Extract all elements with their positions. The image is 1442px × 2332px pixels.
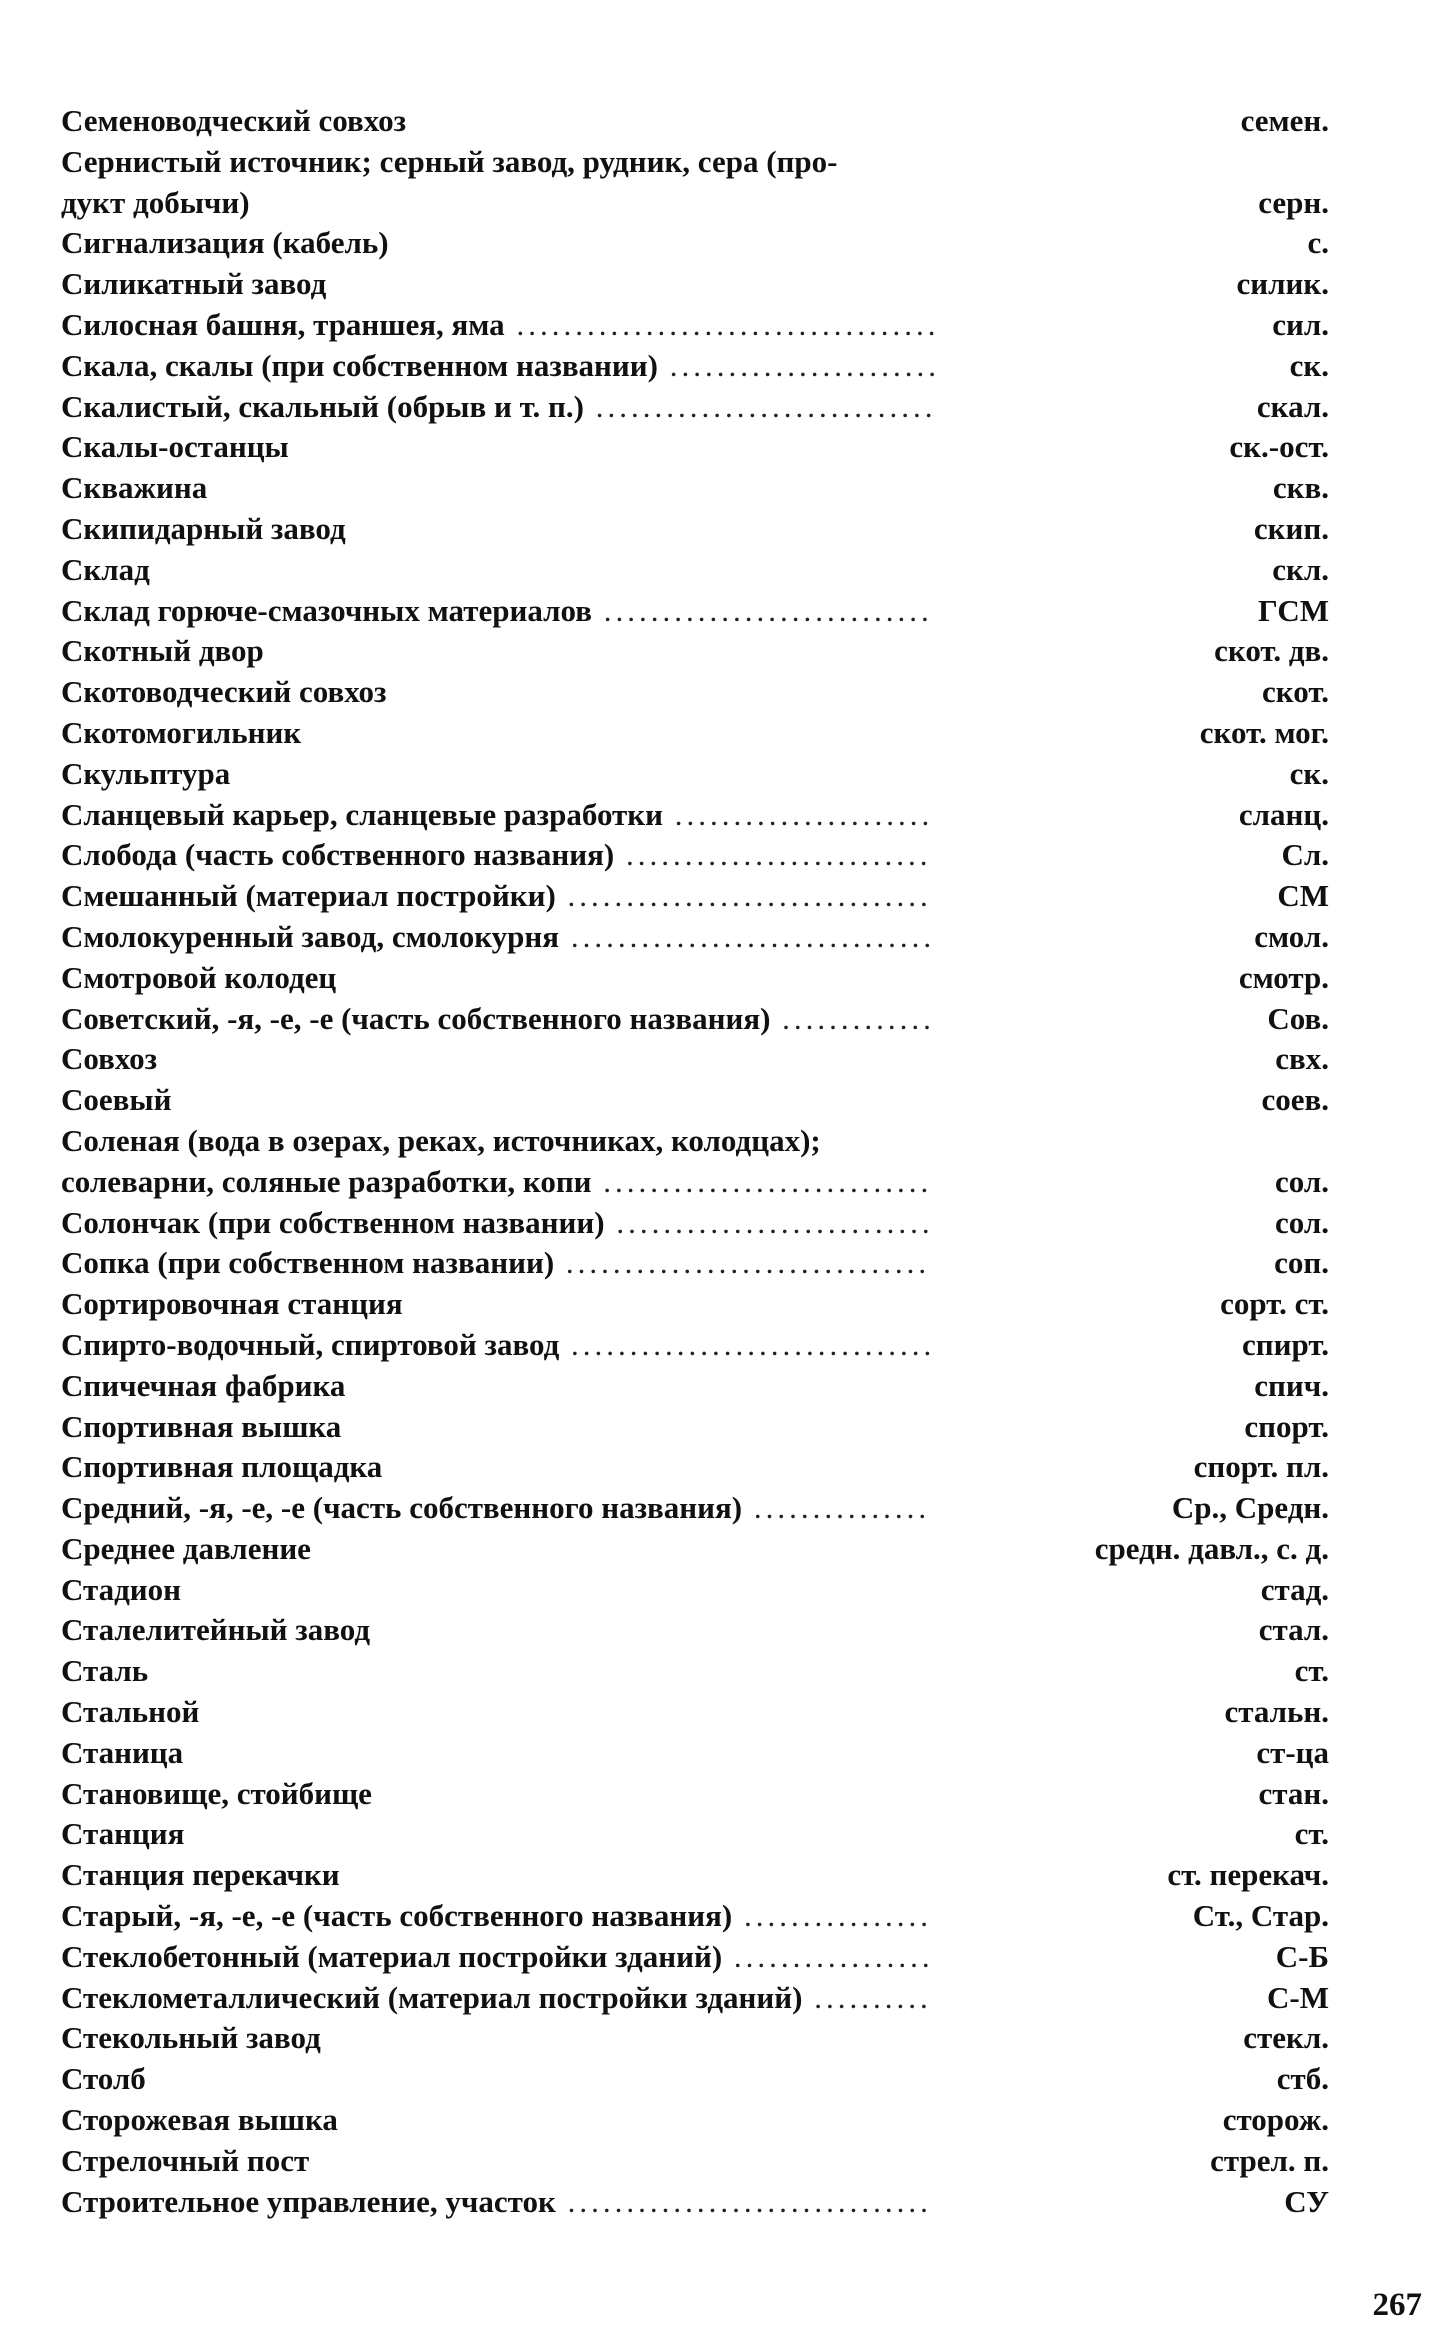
dot-leader: ............................... (554, 1245, 931, 1281)
entry-term-line (61, 550, 941, 591)
entry-term-line (61, 1162, 941, 1203)
entry-term-line (61, 346, 941, 387)
entry-abbreviation: СМ (1277, 878, 1329, 914)
entry-term-text: Спичечная фабрика (61, 1367, 346, 1403)
entry-term-text: Стеклобетонный (материал постройки зданий) (61, 1938, 723, 1974)
abbreviation-list (61, 101, 1329, 2222)
entry-term-line (61, 468, 941, 509)
entry-abbreviation: сланц. (1238, 796, 1329, 832)
list-item (61, 917, 1329, 958)
list-item (61, 713, 1329, 754)
list-item (61, 1733, 1329, 1774)
entry-abbreviation: ск. (1289, 347, 1329, 383)
entry-term-text: Скипидарный завод (61, 510, 346, 546)
entry-term-line (61, 1529, 941, 1570)
entry-abbreviation: стекл. (1243, 2020, 1329, 2056)
entry-term-line (61, 1774, 941, 1815)
entry-term-text: Сталелитейный завод (61, 1612, 371, 1648)
entry-term-line (61, 1610, 941, 1651)
entry-term-line (61, 631, 941, 672)
entry-term (61, 1407, 941, 1448)
entry-term (61, 754, 941, 795)
dot-leader: ................ (732, 1898, 932, 1934)
entry-abbreviation: С-Б (1275, 1938, 1329, 1974)
entry-term (61, 387, 941, 428)
entry-term (61, 509, 941, 550)
entry-term-line (61, 958, 941, 999)
entry-abbreviation: стрел. п. (1210, 2142, 1329, 2178)
entry-term (61, 1896, 941, 1937)
entry-term-text: Семеноводческий совхоз (61, 103, 407, 138)
entry-abbreviation: скл. (1272, 551, 1329, 587)
entry-abbreviation: ск.-ост. (1229, 429, 1329, 465)
list-item (61, 958, 1329, 999)
list-item (61, 1325, 1329, 1366)
entry-abbreviation: ст-ца (1256, 1734, 1329, 1770)
entry-term-line (61, 2182, 941, 2223)
entry-term (61, 1855, 941, 1896)
entry-term-line (61, 1121, 941, 1162)
entry-term-line (61, 1243, 941, 1284)
dot-leader: ............................... (555, 878, 932, 914)
entry-term (61, 550, 941, 591)
list-item (61, 427, 1329, 468)
entry-term (61, 1325, 941, 1366)
entry-term-line (61, 101, 941, 142)
dot-leader: ............................... (559, 918, 936, 954)
list-item (61, 2100, 1329, 2141)
list-item (61, 1855, 1329, 1896)
entry-abbreviation: соп. (1274, 1245, 1329, 1281)
entry-term-text: Склад горюче-смазочных материалов (61, 592, 592, 628)
entry-abbreviation: Сл. (1281, 837, 1329, 873)
entry-term (61, 346, 941, 387)
entry-term (61, 142, 941, 224)
entry-term-text: Спортивная вышка (61, 1408, 342, 1444)
entry-term-text: Сланцевый карьер, сланцевые разработки (61, 796, 664, 832)
entry-term-line (61, 2141, 941, 2182)
entry-term-text: Соленая (вода в озерах, реках, источниках, колодцах); (61, 1122, 821, 1158)
entry-term-line (61, 1733, 941, 1774)
entry-term-line (61, 509, 941, 550)
list-item (61, 672, 1329, 713)
list-item (61, 142, 1329, 224)
entry-abbreviation: ст. (1294, 1816, 1329, 1852)
entry-term-line (61, 1488, 941, 1529)
entry-term-text: Сталь (61, 1653, 149, 1689)
entry-term-text: Старый, -я, -е, -е (часть собственного названия) (61, 1898, 733, 1934)
entry-term-text: Сопка (при собственном названии) (61, 1245, 555, 1281)
entry-term-text: Советский, -я, -е, -е (часть собственного названия) (61, 1000, 771, 1036)
dot-leader: ............... (742, 1490, 931, 1526)
list-item (61, 509, 1329, 550)
entry-term (61, 468, 941, 509)
entry-abbreviation: спорт. (1244, 1408, 1329, 1444)
list-item (61, 1366, 1329, 1407)
entry-term-line (61, 795, 941, 836)
entry-term (61, 223, 941, 264)
entry-term-line (61, 387, 941, 428)
entry-term-text: Скотомогильник (61, 714, 302, 750)
entry-term-line (61, 1080, 941, 1121)
entry-term-text: Сторожевая вышка (61, 2102, 338, 2138)
list-item (61, 795, 1329, 836)
list-item (61, 223, 1329, 264)
list-item (61, 346, 1329, 387)
entry-abbreviation: стал. (1258, 1612, 1329, 1648)
entry-term (61, 1692, 941, 1733)
page-number: 267 (1372, 2287, 1422, 2323)
list-item (61, 1570, 1329, 1611)
list-item (61, 387, 1329, 428)
list-item (61, 2182, 1329, 2223)
entry-term (61, 917, 941, 958)
list-item (61, 754, 1329, 795)
entry-term (61, 1039, 941, 1080)
entry-term-text: Скалистый, скальный (обрыв и т. п.) (61, 388, 584, 424)
entry-term (61, 2100, 941, 2141)
entry-term-text: Стадион (61, 1571, 181, 1607)
entry-term (61, 2059, 941, 2100)
list-item (61, 1774, 1329, 1815)
entry-term (61, 795, 941, 836)
entry-term-text: Смолокуренный завод, смолокурня (61, 918, 560, 954)
dot-leader: ....................... (657, 347, 940, 383)
entry-term (61, 631, 941, 672)
entry-abbreviation: ск. (1289, 755, 1329, 791)
entry-abbreviation: спирт. (1242, 1326, 1329, 1362)
entry-abbreviation: С-М (1267, 1979, 1329, 2015)
list-item (61, 468, 1329, 509)
dot-leader: ............................... (559, 1326, 936, 1362)
dot-leader: .................................... (504, 306, 940, 342)
entry-term-line (61, 183, 941, 224)
entry-abbreviation: скот. дв. (1214, 633, 1329, 669)
list-item (61, 631, 1329, 672)
dot-leader: ............................ (591, 592, 933, 628)
entry-term-line (61, 1896, 941, 1937)
entry-term-line (61, 2018, 941, 2059)
list-item (61, 2141, 1329, 2182)
entry-term-text: Смешанный (материал постройки) (61, 878, 556, 914)
entry-abbreviation: средн. давл., с. д. (1094, 1530, 1329, 1566)
entry-term (61, 1937, 941, 1978)
entry-term-text: Станица (61, 1734, 184, 1770)
entry-term-text: солеварни, соляные разработки, копи (61, 1163, 592, 1199)
entry-abbreviation: с. (1307, 225, 1329, 261)
list-item (61, 876, 1329, 917)
list-item (61, 2059, 1329, 2100)
list-item (61, 1284, 1329, 1325)
dot-leader: ............. (770, 1000, 935, 1036)
entry-term (61, 305, 941, 346)
entry-term-text: Солончак (при собственном названии) (61, 1204, 605, 1240)
dot-leader: .......... (802, 1979, 932, 2015)
entry-term-line (61, 917, 941, 958)
entry-term-text: Спортивная площадка (61, 1449, 383, 1485)
entry-term-line (61, 754, 941, 795)
entry-abbreviation: спич. (1254, 1367, 1329, 1403)
entry-term (61, 1978, 941, 2019)
entry-term-line (61, 142, 941, 183)
entry-abbreviation: сол. (1275, 1204, 1329, 1240)
entry-term-line (61, 2100, 941, 2141)
entry-term-line (61, 999, 941, 1040)
entry-term-line (61, 223, 941, 264)
entry-term-text: Сернистый источник; серный завод, рудник, сера (про- (61, 143, 838, 179)
dot-leader: ...................... (663, 796, 934, 832)
entry-term (61, 1447, 941, 1488)
list-item (61, 1814, 1329, 1855)
dot-leader: .......................... (614, 837, 932, 873)
entry-term-text: Сигнализация (кабель) (61, 225, 389, 261)
entry-term-line (61, 713, 941, 754)
entry-term (61, 1366, 941, 1407)
list-item (61, 1121, 1329, 1203)
entry-term-text: Скважина (61, 470, 208, 506)
entry-term-text: Строительное управление, участок (61, 2183, 556, 2219)
entry-term-text: Средний, -я, -е, -е (часть собственного названия) (61, 1490, 743, 1526)
entry-term-line (61, 1366, 941, 1407)
list-item (61, 1243, 1329, 1284)
entry-term-line (61, 1407, 941, 1448)
entry-abbreviation: ст. (1294, 1653, 1329, 1689)
entry-term-line (61, 876, 941, 917)
dot-leader: ................. (722, 1938, 934, 1974)
entry-term (61, 1284, 941, 1325)
entry-term-line (61, 1937, 941, 1978)
entry-term (61, 1651, 941, 1692)
entry-term-text: Столб (61, 2061, 146, 2097)
entry-term-line (61, 1814, 941, 1855)
entry-term (61, 101, 941, 142)
entry-abbreviation: серн. (1258, 184, 1329, 220)
entry-abbreviation: стад. (1260, 1571, 1329, 1607)
entry-term-text: Склад (61, 551, 150, 587)
entry-abbreviation: скв. (1272, 470, 1329, 506)
entry-abbreviation: СУ (1284, 2183, 1329, 2219)
list-item (61, 1937, 1329, 1978)
list-item (61, 1651, 1329, 1692)
dot-leader: ............................. (583, 388, 937, 424)
entry-abbreviation: смол. (1254, 918, 1329, 954)
entry-term-text: Смотровой колодец (61, 959, 337, 995)
entry-term-line (61, 1039, 941, 1080)
entry-abbreviation: сорт. ст. (1220, 1286, 1329, 1322)
entry-term-line (61, 1203, 941, 1244)
entry-abbreviation: стб. (1276, 2061, 1329, 2097)
entry-term-text: Силикатный завод (61, 266, 327, 302)
entry-term-text: Совхоз (61, 1041, 158, 1077)
list-item (61, 1407, 1329, 1448)
entry-abbreviation: стан. (1258, 1775, 1329, 1811)
entry-term (61, 1610, 941, 1651)
entry-term (61, 2182, 941, 2223)
entry-term-line (61, 1570, 941, 1611)
list-item (61, 1692, 1329, 1733)
entry-term (61, 1733, 941, 1774)
entry-abbreviation: ГСМ (1258, 592, 1329, 628)
entry-term-text: Соевый (61, 1082, 172, 1118)
entry-term-line (61, 591, 941, 632)
entry-term (61, 2018, 941, 2059)
entry-abbreviation: скал. (1256, 388, 1329, 424)
entry-term (61, 876, 941, 917)
entry-term-line (61, 427, 941, 468)
entry-term-line (61, 1651, 941, 1692)
entry-term-text: Спирто-водочный, спиртовой завод (61, 1326, 560, 1362)
entry-term (61, 672, 941, 713)
entry-term-line (61, 264, 941, 305)
entry-abbreviation: стальн. (1224, 1694, 1329, 1730)
entry-term-text: Скотоводческий совхоз (61, 674, 387, 710)
list-item (61, 1447, 1329, 1488)
entry-term (61, 958, 941, 999)
entry-abbreviation: Ср., Средн. (1171, 1490, 1329, 1526)
list-item (61, 2018, 1329, 2059)
entry-term (61, 1243, 941, 1284)
entry-term-line (61, 1284, 941, 1325)
entry-term-line (61, 835, 941, 876)
entry-abbreviation: соев. (1261, 1082, 1329, 1118)
entry-abbreviation: Сов. (1267, 1000, 1329, 1036)
entry-term-text: Сортировочная станция (61, 1286, 403, 1322)
dot-leader: ............................... (555, 2183, 932, 2219)
entry-abbreviation: смотр. (1238, 959, 1329, 995)
entry-term-text: Скотный двор (61, 633, 264, 669)
entry-term-text: Скульптура (61, 755, 231, 791)
entry-term-text: Становище, стойбище (61, 1775, 372, 1811)
entry-abbreviation: Ст., Стар. (1192, 1898, 1329, 1934)
entry-term (61, 1203, 941, 1244)
list-item (61, 1488, 1329, 1529)
entry-term-text: Станция (61, 1816, 185, 1852)
entry-abbreviation: скип. (1253, 510, 1329, 546)
list-item (61, 1529, 1329, 1570)
entry-term-text: Скалы-останцы (61, 429, 289, 465)
entry-term (61, 591, 941, 632)
entry-abbreviation: ст. перекач. (1167, 1857, 1329, 1893)
entry-term-line (61, 1325, 941, 1366)
entry-term (61, 1774, 941, 1815)
dot-leader: ............................ (591, 1163, 933, 1199)
list-item (61, 1080, 1329, 1121)
entry-term (61, 1080, 941, 1121)
entry-abbreviation: скот. (1262, 674, 1329, 710)
entry-term-line (61, 1447, 941, 1488)
entry-term-line (61, 1692, 941, 1733)
entry-abbreviation: спорт. пл. (1193, 1449, 1329, 1485)
entry-term-text: Стальной (61, 1694, 200, 1730)
entry-term-text: Скала, скалы (при собственном названии) (61, 347, 658, 383)
list-item (61, 1978, 1329, 2019)
list-item (61, 101, 1329, 142)
list-item (61, 550, 1329, 591)
entry-abbreviation: семен. (1240, 103, 1329, 138)
entry-term-line (61, 1855, 941, 1896)
entry-abbreviation: силик. (1236, 266, 1329, 302)
entry-term-text: Стеклометаллический (материал постройки зданий) (61, 1979, 803, 2015)
entry-term-line (61, 672, 941, 713)
entry-term-text: Среднее давление (61, 1530, 311, 1566)
entry-term-text: Станция перекачки (61, 1857, 340, 1893)
entry-abbreviation: сторож. (1222, 2102, 1329, 2138)
entry-abbreviation: сил. (1272, 306, 1329, 342)
entry-term-text: Стрелочный пост (61, 2142, 310, 2178)
list-item (61, 835, 1329, 876)
list-item (61, 264, 1329, 305)
entry-term-line (61, 2059, 941, 2100)
entry-term (61, 1121, 941, 1203)
entry-term-line (61, 1978, 941, 2019)
list-item (61, 591, 1329, 632)
entry-term-text: дукт добычи) (61, 184, 250, 220)
list-item (61, 1039, 1329, 1080)
list-item (61, 1610, 1329, 1651)
dot-leader: ........................... (604, 1204, 934, 1240)
entry-term-text: Стекольный завод (61, 2020, 321, 2056)
entry-abbreviation: скот. мог. (1199, 714, 1329, 750)
list-item (61, 1203, 1329, 1244)
list-item (61, 305, 1329, 346)
entry-term (61, 1814, 941, 1855)
entry-term (61, 1570, 941, 1611)
entry-term (61, 264, 941, 305)
entry-term (61, 1488, 941, 1529)
entry-term-text: Силосная башня, траншея, яма (61, 306, 505, 342)
entry-term (61, 999, 941, 1040)
entry-term-text: Слобода (часть собственного названия) (61, 837, 615, 873)
entry-term (61, 1529, 941, 1570)
entry-term (61, 427, 941, 468)
entry-term (61, 2141, 941, 2182)
entry-abbreviation: свх. (1275, 1041, 1329, 1077)
entry-term (61, 713, 941, 754)
list-item (61, 1896, 1329, 1937)
entry-term-line (61, 305, 941, 346)
entry-abbreviation: сол. (1275, 1163, 1329, 1199)
entry-term (61, 835, 941, 876)
list-item (61, 999, 1329, 1040)
